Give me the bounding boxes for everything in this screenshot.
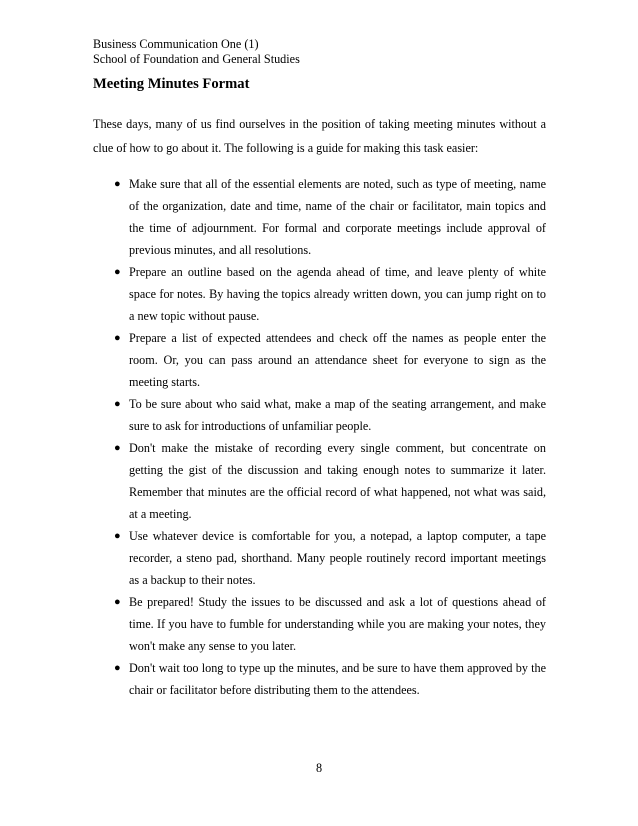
bullet-icon: ●: [114, 398, 121, 410]
list-item-text: Don't wait too long to type up the minutes, and be sure to have them approved by the chair or facilitator before distributing them to the attendees.: [129, 661, 546, 697]
bullet-icon: ●: [114, 530, 121, 542]
bullet-icon: ●: [114, 266, 121, 278]
list-item: [93, 525, 546, 591]
bullet-icon: ●: [114, 442, 121, 454]
list-item-text: To be sure about who said what, make a map of the seating arrangement, and make sure to ask for introductions of unfamiliar people.: [129, 397, 546, 433]
guideline-list: [93, 173, 546, 701]
header-school: School of Foundation and General Studies: [93, 52, 300, 66]
list-item: [93, 261, 546, 327]
header-course: Business Communication One (1): [93, 37, 259, 51]
bullet-icon: ●: [114, 596, 121, 608]
bullet-icon: ●: [114, 662, 121, 674]
intro-paragraph: These days, many of us find ourselves in the position of taking meeting minutes without a clue of how to go about it. The following is a guide for making this task easier:: [93, 117, 546, 155]
document-title: Meeting Minutes Format: [93, 76, 250, 92]
list-item-text: Prepare an outline based on the agenda ahead of time, and leave plenty of white space for notes. By having the topics already written down, you can jump right on to a new topic without pause.: [129, 265, 546, 323]
list-item: [93, 327, 546, 393]
list-item-text: Use whatever device is comfortable for you, a notepad, a laptop computer, a tape recorder, a steno pad, shorthand. Many people routinely record important meetings as a backup to their notes.: [129, 529, 546, 587]
list-item-text: Be prepared! Study the issues to be discussed and ask a lot of questions ahead of time. If you have to fumble for understanding while you are making your notes, they won't make any sense to you later.: [129, 595, 546, 653]
list-item: [93, 173, 546, 261]
list-item: [93, 437, 546, 525]
list-item: [93, 393, 546, 437]
list-item: [93, 657, 546, 701]
bullet-icon: ●: [114, 332, 121, 344]
bullet-icon: ●: [114, 178, 121, 190]
list-item: [93, 591, 546, 657]
page-header: [93, 37, 300, 67]
list-item-text: Don't make the mistake of recording every single comment, but concentrate on getting the gist of the discussion and taking enough notes to summarize it later. Remember that minutes are the official record of what happened, not what was said, at a meeting.: [129, 441, 546, 521]
list-item-text: Prepare a list of expected attendees and check off the names as people enter the room. Or, you can pass around an attendance sheet for everyone to sign as the meeting starts.: [129, 331, 546, 389]
page-number: 8: [315, 761, 323, 775]
list-item-text: Make sure that all of the essential elements are noted, such as type of meeting, name of the organization, date and time, name of the chair or facilitator, main topics and the time of adjournment. For formal and corporate meetings include approval of previous minutes, and all resolutions.: [129, 177, 546, 257]
